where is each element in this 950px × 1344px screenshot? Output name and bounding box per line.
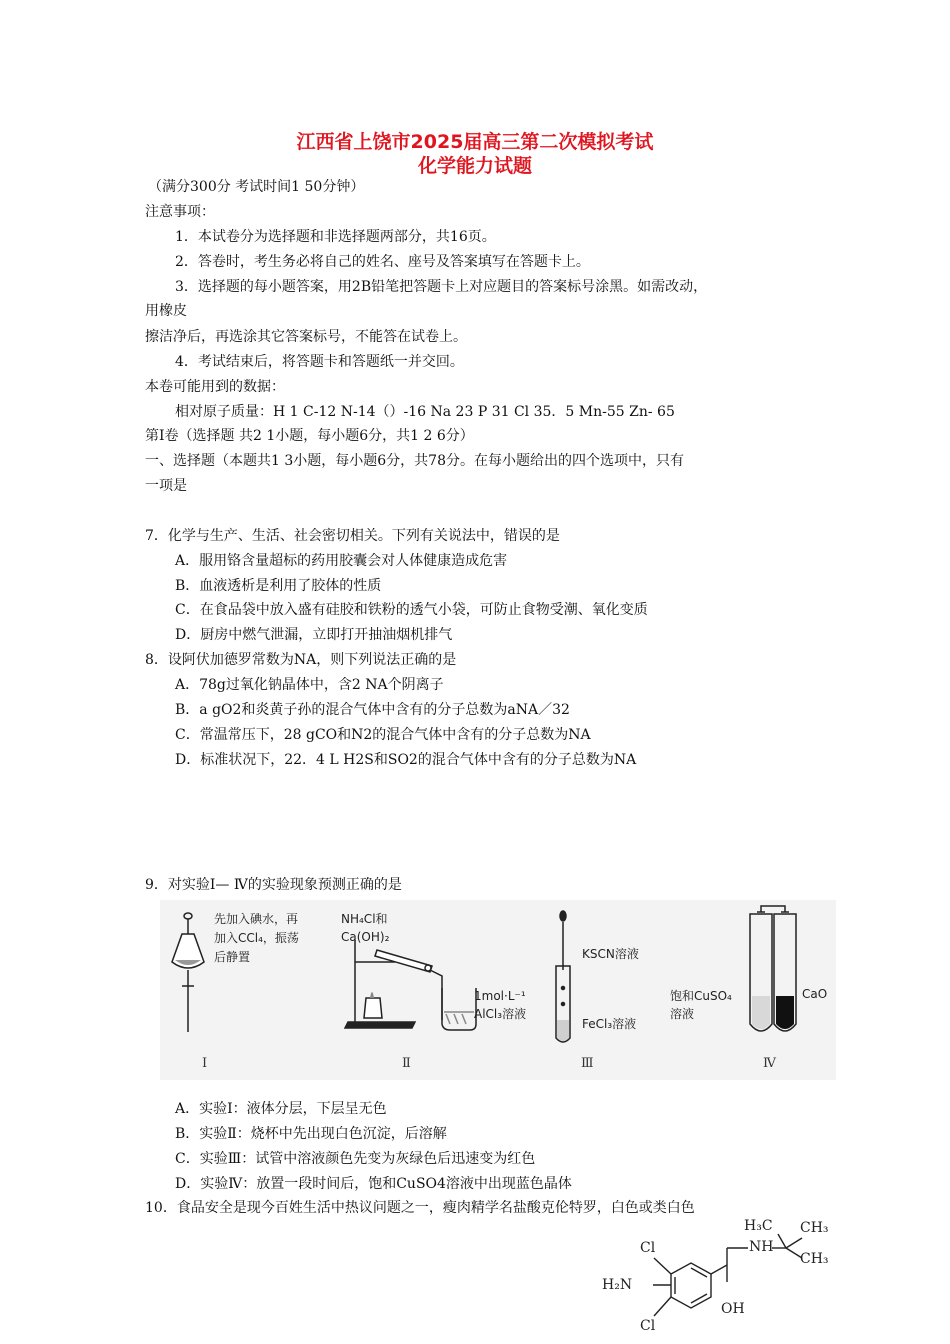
label-2c: 1mol·L⁻¹ bbox=[474, 989, 526, 1003]
atom-ch3-right: CH₃ bbox=[800, 1251, 829, 1267]
section-1b: 一项是 bbox=[145, 478, 187, 494]
q7-option-a: A．服用铬含量超标的药用胶囊会对人体健康造成危害 bbox=[175, 553, 508, 569]
q8-option-c: C．常温常压下，28 gCO和N2的混合气体中含有的分子总数为NA bbox=[175, 727, 591, 743]
q8-option-d: D．标准状况下，22．4 L H2S和SO2的混合气体中含有的分子总数为NA bbox=[175, 752, 637, 768]
q9-option-b: B．实验Ⅱ：烧杯中先出现白色沉淀，后溶解 bbox=[175, 1126, 447, 1142]
notice-3c: 擦洁净后，再选涂其它答案标号，不能答在试卷上。 bbox=[145, 329, 467, 345]
q9-option-d: D．实验Ⅳ：放置一段时间后，饱和CuSO4溶液中出现蓝色晶体 bbox=[175, 1176, 572, 1192]
label-2d: AlCl₃溶液 bbox=[474, 1007, 527, 1021]
figure-number-4: Ⅳ bbox=[763, 1056, 776, 1071]
separatory-funnel-icon bbox=[172, 913, 204, 1032]
notice-heading: 注意事项： bbox=[145, 204, 215, 220]
q7-option-d: D．厨房中燃气泄漏，立即打开抽油烟机排气 bbox=[175, 627, 453, 643]
atom-h2n: H₂N bbox=[602, 1277, 633, 1293]
q8-option-a: A．78g过氧化钠晶体中，含2 NA个阴离子 bbox=[175, 677, 444, 693]
atom-nh: NH bbox=[749, 1239, 774, 1255]
heating-apparatus-icon bbox=[345, 940, 476, 1030]
data-heading: 本卷可能用到的数据： bbox=[145, 379, 285, 395]
label-4a: 饱和CuSO₄ bbox=[670, 989, 732, 1003]
figure-number-2: Ⅱ bbox=[402, 1056, 411, 1071]
double-test-tube-icon bbox=[750, 906, 796, 1031]
notice-4: 4．考试结束后，将答题卡和答题纸一并交回。 bbox=[175, 354, 464, 370]
q9-option-a: A．实验Ⅰ：液体分层，下层呈无色 bbox=[175, 1101, 387, 1117]
atomic-mass: 相对原子质量：H 1 C-12 N-14（）-16 Na 23 P 31 Cl 35．5 Mn-55 Zn- 65 bbox=[175, 404, 675, 420]
test-tube-dropper-icon bbox=[556, 911, 570, 1042]
atom-ch3-top: CH₃ bbox=[800, 1220, 829, 1236]
exam-info: （满分300分 考试时间1 50分钟） bbox=[148, 179, 365, 195]
notice-1: 1．本试卷分为选择题和非选择题两部分，共16页。 bbox=[175, 229, 496, 245]
label-2a: NH₄Cl和 bbox=[341, 912, 388, 926]
experiment-figure bbox=[160, 900, 836, 1080]
label-2b: Ca(OH)₂ bbox=[341, 930, 390, 944]
label-3a: KSCN溶液 bbox=[582, 947, 639, 961]
clenbuterol-structure bbox=[596, 1218, 836, 1344]
section-1a: 一、选择题（本题共1 3小题，每小题6分，共78分。在每小题给出的四个选项中，只有 bbox=[145, 453, 684, 469]
label-1a: 先加入碘水，再 bbox=[214, 912, 299, 926]
q10-stem: 10．食品安全是现今百姓生活中热议问题之一，瘦肉精学名盐酸克伦特罗，白色或类白色 bbox=[145, 1200, 695, 1216]
q9-stem: 9．对实验Ⅰ— Ⅳ的实验现象预测正确的是 bbox=[145, 877, 402, 893]
atom-cl-bottom: Cl bbox=[640, 1318, 656, 1334]
atom-h3c: H₃C bbox=[744, 1218, 773, 1234]
q7-option-b: B．血液透析是利用了胶体的性质 bbox=[175, 578, 382, 594]
notice-3b: 用橡皮 bbox=[145, 303, 187, 319]
q7-stem: 7．化学与生产、生活、社会密切相关。下列有关说法中，错误的是 bbox=[145, 528, 560, 544]
label-4b: 溶液 bbox=[670, 1007, 695, 1021]
title-line-1: 江西省上饶市2025届高三第二次模拟考试 bbox=[296, 131, 654, 153]
volume-1-heading: 第Ⅰ卷（选择题 共2 1小题，每小题6分，共1 2 6分） bbox=[145, 428, 474, 444]
label-1b: 加入CCl₄，振荡 bbox=[214, 931, 299, 945]
q8-option-b: B．a gO2和炎黄子孙的混合气体中含有的分子总数为aNA／32 bbox=[175, 702, 570, 718]
atom-cl-top: Cl bbox=[640, 1240, 656, 1256]
figure-number-1: Ⅰ bbox=[202, 1056, 208, 1071]
atom-oh: OH bbox=[721, 1301, 745, 1317]
label-4c: CaO bbox=[802, 987, 828, 1001]
title-line-2: 化学能力试题 bbox=[417, 155, 532, 177]
label-3b: FeCl₃溶液 bbox=[582, 1017, 637, 1031]
notice-3a: 3．选择题的每小题答案，用2B铅笔把答题卡上对应题目的答案标号涂黑。如需改动， bbox=[175, 279, 708, 295]
q8-stem: 8．设阿伏加德罗常数为NA，则下列说法正确的是 bbox=[145, 652, 457, 668]
notice-2: 2．答卷时，考生务必将自己的姓名、座号及答案填写在答题卡上。 bbox=[175, 254, 590, 270]
q7-option-c: C．在食品袋中放入盛有硅胶和铁粉的透气小袋，可防止食物受潮、氧化变质 bbox=[175, 602, 648, 618]
figure-number-3: Ⅲ bbox=[581, 1056, 594, 1071]
label-1c: 后静置 bbox=[214, 950, 251, 964]
q9-option-c: C．实验Ⅲ：试管中溶液颜色先变为灰绿色后迅速变为红色 bbox=[175, 1151, 536, 1167]
